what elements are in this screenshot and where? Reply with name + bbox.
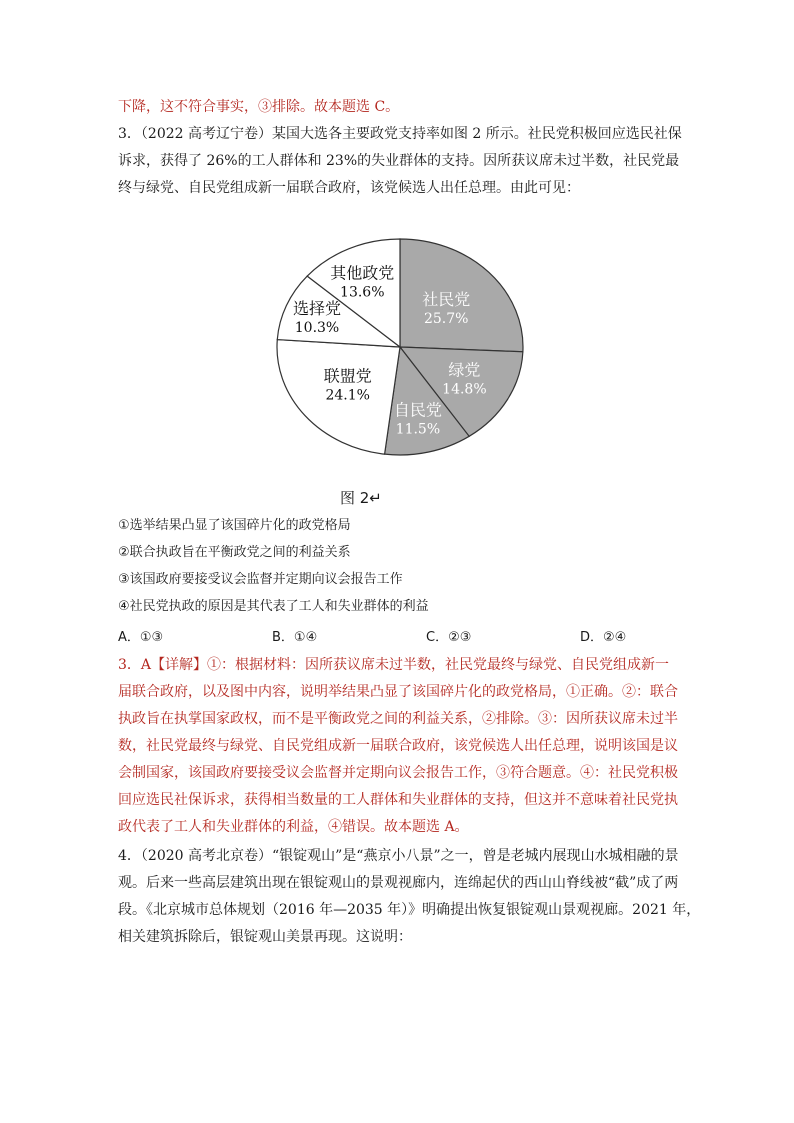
text-line: 回应选民社保诉求，获得相当数量的工人群体和失业群体的支持，但这并不意味着社民党执 xyxy=(118,792,678,808)
option-a: A．①③ xyxy=(118,630,164,645)
slice-value-label: 14.8% xyxy=(442,381,487,398)
text-line: 政代表了工人和失业群体的利益，④错误。故本题选 A。 xyxy=(118,819,469,835)
question-3-stem xyxy=(118,121,682,202)
text-line: 下降，这不符合事实，③排除。故本题选 C。 xyxy=(118,99,400,115)
statement-3: ③该国政府要接受议会监督并定期向议会报告工作 xyxy=(118,572,403,587)
slice-value-label: 11.5% xyxy=(395,421,441,438)
text-line: 观。后来一些高层建筑出现在银锭观山的景观视廊内，连绵起伏的西山山脊线被“截”成了两 xyxy=(118,875,679,891)
text-line: 执政旨在执掌国家政权，而不是平衡政党之间的利益关系，②排除。③：因所获议席未过半 xyxy=(118,711,678,727)
text-line: 数，社民党最终与绿党、自民党组成新一届联合政府，该党候选人出任总理，说明该国是议 xyxy=(118,738,678,754)
text-line: 终与绿党、自民党组成新一届联合政府，该党候选人出任总理。由此可见： xyxy=(118,180,580,196)
slice-value-label: 24.1% xyxy=(325,387,370,404)
statement-4: ④社民党执政的原因是其代表了工人和失业群体的利益 xyxy=(118,599,429,614)
slice-label: 联盟党 xyxy=(323,366,372,386)
slice-value-label: 25.7% xyxy=(423,311,469,328)
answer-3-explanation xyxy=(118,652,678,841)
statement-1: ①选举结果凸显了该国碎片化的政党格局 xyxy=(118,518,351,533)
slice-label: 其他政党 xyxy=(330,263,395,283)
slice-label: 自民党 xyxy=(393,400,442,420)
slice-value-label: 13.6% xyxy=(340,284,385,301)
option-b: B．①④ xyxy=(272,630,318,645)
text-line: 届联合政府，以及图中内容，说明举结果凸显了该国碎片化的政党格局，①正确。②：联合 xyxy=(118,684,678,700)
question-4-stem xyxy=(118,843,701,951)
pie-chart-svg xyxy=(270,232,530,462)
figure-caption: 图 2↵ xyxy=(340,489,382,507)
previous-answer-ending xyxy=(118,94,678,121)
option-d: D．②④ xyxy=(580,630,627,645)
text-line: 诉求，获得了 26%的工人群体和 23%的失业群体的支持。因所获议席未过半数，社民党最 xyxy=(118,153,680,169)
pie-chart xyxy=(270,232,530,462)
text-line: 4．（2020 高考北京卷）“银锭观山”是“燕京小八景”之一，曾是老城内展现山水城相融的景 xyxy=(118,848,679,864)
statement-2: ②联合执政旨在平衡政党之间的利益关系 xyxy=(118,545,351,560)
option-c: C．②③ xyxy=(426,630,472,645)
slice-value-label: 10.3% xyxy=(294,319,340,336)
text-line: 相关建筑拆除后，银锭观山美景再现。这说明： xyxy=(118,929,412,945)
text-line: 段。《北京城市总体规划（2016 年—2035 年）》明确提出恢复银锭观山景观视廊。2021 年， xyxy=(118,902,701,918)
text-line: 会制国家，该国政府要接受议会监督并定期向议会报告工作，③符合题意。④：社民党积极 xyxy=(118,765,678,781)
text-line: 3．A【详解】①：根据材料：因所获议席未过半数，社民党最终与绿党、自民党组成新一 xyxy=(118,657,670,673)
slice-label: 绿党 xyxy=(448,360,481,380)
slice-label: 社民党 xyxy=(422,290,471,310)
slice-label: 选择党 xyxy=(292,298,342,318)
text-line: 3．（2022 高考辽宁卷）某国大选各主要政党支持率如图 2 所示。社民党积极回应选民社保 xyxy=(118,126,682,142)
